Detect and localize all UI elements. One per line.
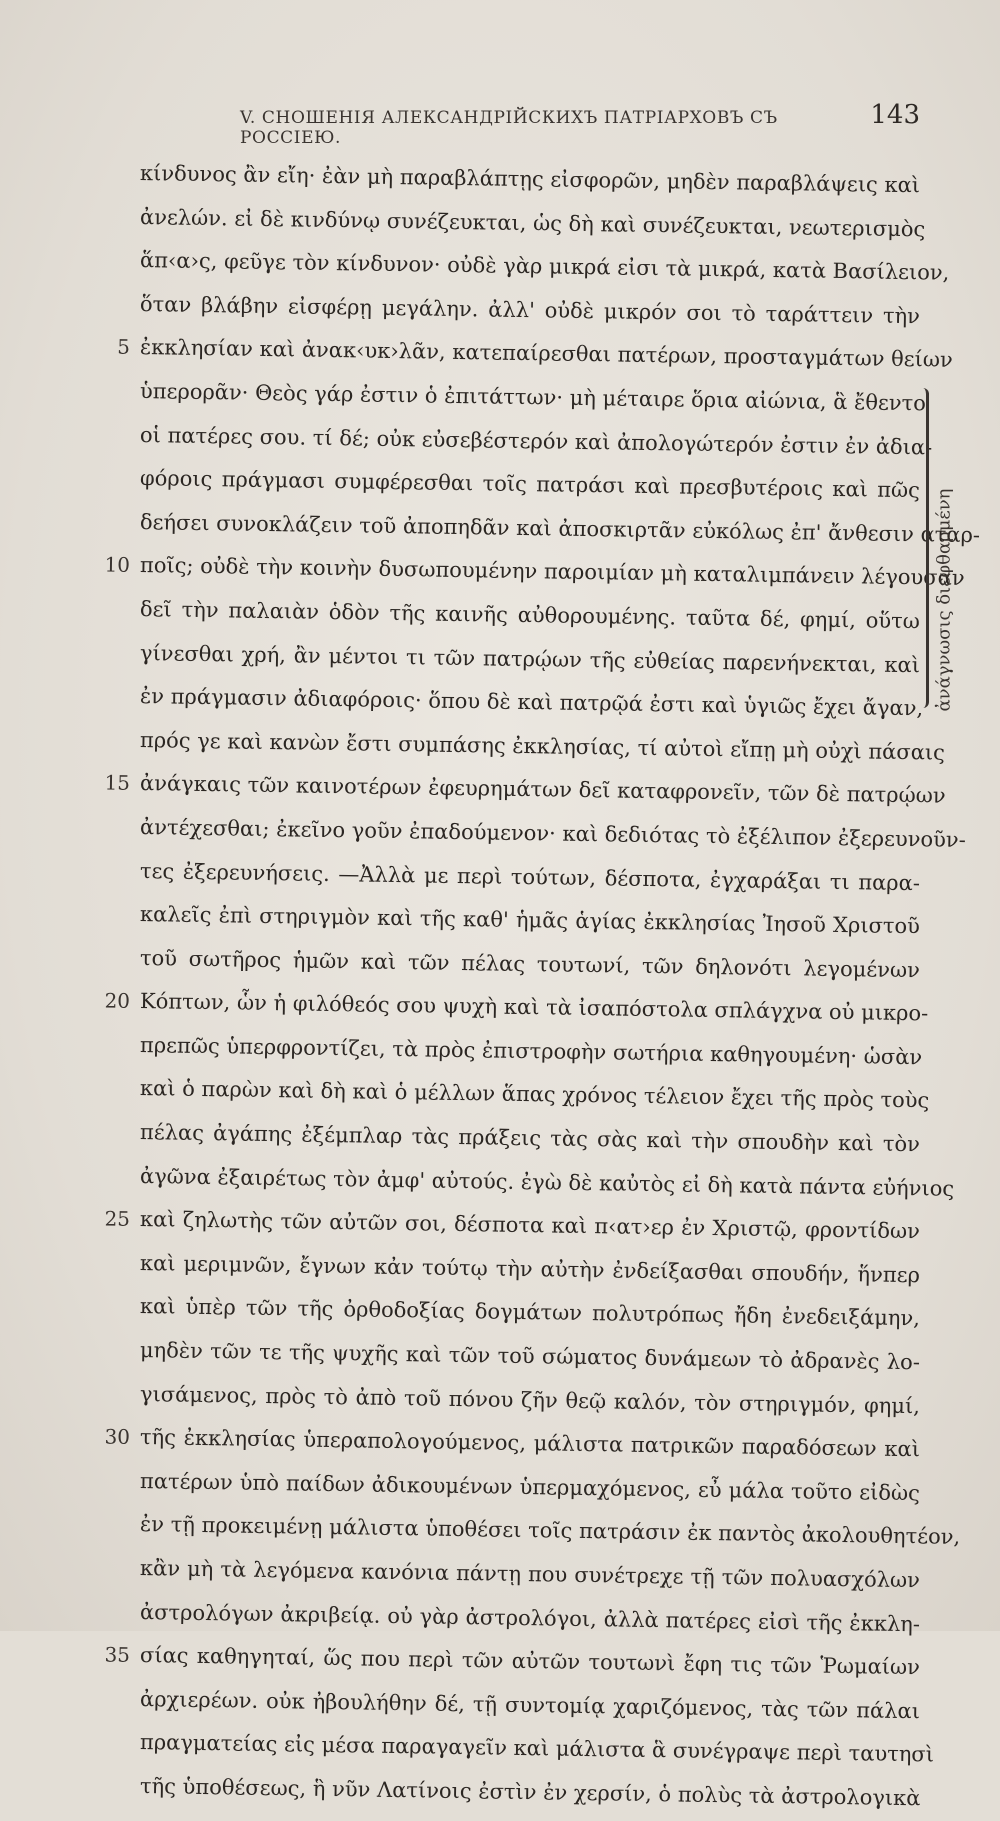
page-header: [240, 100, 920, 148]
line-text: ἐν πράγμασιν ἀδιαφόροις· ὅπου δὲ καὶ πατρῷά ἐστι καὶ ὑγιῶς ἔχει ἄγαν,: [139, 684, 924, 721]
line-number: 35: [104, 1642, 131, 1668]
line-text: γίνεσθαι χρή, ἂν μέντοι τι τῶν πατρῴων τῆς εὐθείας παρενήνεκται, καὶ: [139, 640, 921, 677]
line-number: [90, 718, 130, 719]
line-text: μηδὲν τῶν τε τῆς ψυχῆς καὶ τῶν τοῦ σώματος δυνάμεων τὸ ἀδρανὲς λο-: [139, 1338, 921, 1375]
line-text: τες ἐξερευνήσεις. —Ἀλλὰ με περὶ τούτων, δέσποτα, ἐγχαράξαι τι παρα-: [139, 858, 921, 895]
line-text: καλεῖς ἐπὶ στηριγμὸν καὶ τῆς καθ' ἡμᾶς ἁγίας ἐκκλησίας Ἰησοῦ Χριστοῦ: [139, 902, 921, 939]
line-text: καὶ ζηλωτὴς τῶν αὐτῶν σοι, δέσποτα καὶ π‹ατ›ερ ἐν Χριστῷ, φροντίδων: [139, 1207, 921, 1244]
line-number: 25: [104, 1206, 131, 1232]
line-text: ποῖς; οὐδὲ τὴν κοινὴν δυσωπουμένην παροιμίαν μὴ καταλιμπάνειν λέγουσαν: [139, 553, 965, 591]
line-text: ἀνελών. εἰ δὲ κινδύνῳ συνέζευκται, ὡς δὴ καὶ συνέζευκται, νεωτερισμὸς: [139, 204, 926, 241]
line-number: [90, 456, 130, 457]
line-number: [90, 892, 130, 893]
line-number: [90, 1110, 130, 1111]
line-number: [90, 195, 130, 196]
line-text: ὑπερορᾶν· Θεὸς γάρ ἐστιν ὁ ἐπιτάττων· μὴ μέταιρε ὅρια αἰώνια, ἃ ἔθεντο: [139, 378, 927, 416]
line-number: [90, 1764, 130, 1765]
line-number: 20: [104, 988, 131, 1014]
line-text: καὶ ὑπὲρ τῶν τῆς ὀρθοδοξίας δογμάτων πολυτρόπως ἤδη ἐνεδειξάμην,: [139, 1294, 921, 1331]
line-number: [90, 1721, 130, 1722]
line-text: καὶ μεριμνῶν, ἔγνων κἀν τούτῳ τὴν αὐτὴν ἐνδείξασθαι σπουδήν, ἥνπερ: [139, 1250, 921, 1288]
line-text: ἅπ‹α›ς, φεῦγε τὸν κίνδυνον· οὐδὲ γὰρ μικρά εἰσι τὰ μικρά, κατὰ Βασίλειον,: [139, 248, 950, 285]
line-text: τοῦ σωτῆρος ἡμῶν καὶ τῶν πέλας τουτωνί, τῶν δηλονότι λεγομένων: [139, 945, 921, 982]
line-text: πατέρων ὑπὸ παίδων ἀδικουμένων ὑπερμαχόμενος, εὖ μάλα τοῦτο εἰδὼς: [139, 1468, 921, 1506]
line-text: πρεπῶς ὑπερφροντίζει, τὰ πρὸς ἐπιστροφὴν σωτήρια καθηγουμένη· ὡσὰν: [139, 1032, 923, 1070]
line-number: [90, 238, 130, 239]
line-number: [90, 151, 130, 152]
line-number: [90, 1546, 130, 1547]
running-head: V. СНОШЕНІЯ АЛЕКСАНДРІЙСКИХЪ ПАТРІАРХОВЪ СЪ РОССІЕЮ.: [240, 108, 778, 148]
line-number: [90, 1372, 130, 1373]
line-text: ἀνάγκαις τῶν καινοτέρων ἐφευρημάτων δεῖ καταφρονεῖν, τῶν δὲ πατρῴων: [139, 771, 946, 808]
line-number: [90, 1067, 130, 1068]
line-text: ἐκκλησίαν καὶ ἀνακ‹υκ›λᾶν, κατεπαίρεσθαι πατέρων, προσταγμάτων θείων: [139, 335, 953, 373]
line-text: γισάμενος, πρὸς τὸ ἀπὸ τοῦ πόνου ζῆν θεῷ καλόν, τὸν στηριγμόν, φημί,: [139, 1381, 921, 1418]
line-number: [90, 413, 130, 414]
line-number: 10: [104, 552, 131, 578]
page-number: 143: [870, 100, 920, 130]
line-text: ὅταν βλάβην εἰσφέρῃ μεγάλην. ἀλλ' οὐδὲ μικρόν σοι τὸ ταράττειν τὴν: [139, 291, 921, 329]
line-text: ἀγῶνα ἐξαιρέτως τὸν ἀμφ' αὐτούς. ἐγὼ δὲ καὐτὸς εἰ δὴ κατὰ πάντα εὐήνιος: [139, 1163, 955, 1201]
line-number: [90, 1328, 130, 1329]
line-text: κίνδυνος ἂν εἴη· ἐὰν μὴ παραβλάπτῃς εἰσφορῶν, μηδὲν παραβλάψεις καὶ: [139, 161, 921, 198]
line-number: [90, 849, 130, 850]
line-number: [90, 1590, 130, 1591]
line-text: σίας καθηγηταί, ὥς που περὶ τῶν αὐτῶν τουτωνὶ ἔφη τις τῶν Ῥωμαίων: [139, 1643, 921, 1680]
line-number: [90, 1503, 130, 1504]
line-text: δεῖ τὴν παλαιὰν ὁδὸν τῆς καινῆς αὐθορουμένης. ταῦτα δέ, φημί, οὕτω: [139, 596, 921, 634]
line-text: ἀρχιερέων. οὐκ ἠβουλήθην δέ, τῇ συντομίᾳ χαριζόμενος, τὰς τῶν πάλαι: [139, 1686, 921, 1724]
line-number: [90, 631, 130, 632]
line-text: δεήσει συνοκλάζειν τοῦ ἀποπηδᾶν καὶ ἀποσκιρτᾶν εὐκόλως ἐπ' ἄνθεσιν ἀταρ-: [139, 509, 981, 547]
line-text: πέλας ἀγάπης ἐξέμπλαρ τὰς πράξεις τὰς σὰς καὶ τὴν σπουδὴν καὶ τὸν: [139, 1120, 921, 1157]
line-text: ἀστρολόγων ἀκριβείᾳ. οὐ γὰρ ἀστρολόγοι, ἀλλὰ πατέρες εἰσὶ τῆς ἐκκλη-: [139, 1599, 921, 1636]
line-text: καὶ ὁ παρὼν καὶ δὴ καὶ ὁ μέλλων ἅπας χρόνος τέλειον ἔχει τῆς πρὸς τοὺς: [139, 1076, 930, 1113]
line-text: πρός γε καὶ κανὼν ἔστι συμπάσης ἐκκλησίας, τί αὐτοὶ εἴπῃ μὴ οὐχὶ πάσαις: [139, 727, 946, 765]
line-text: τῆς ὑποθέσεως, ἣ νῦν Λατίνοις ἐστὶν ἐν χερσίν, ὁ πολὺς τὰ ἀστρολογικὰ: [139, 1773, 921, 1811]
line-number: [90, 500, 130, 501]
margin-note-text: ἀνάγνωσις διεφθαρμένη: [933, 488, 955, 712]
line-number: [90, 282, 130, 283]
line-text: Κόπτων, ὧν ἡ φιλόθεός σου ψυχὴ καὶ τὰ ἰσαπόστολα σπλάγχνα οὐ μικρο-: [139, 989, 929, 1026]
line-number: 15: [104, 770, 131, 796]
line-number: [90, 936, 130, 937]
line-number: 5: [117, 335, 131, 360]
line-number: 30: [104, 1424, 131, 1450]
line-text: ἐν τῇ προκειμένῃ μάλιστα ὑποθέσει τοῖς πατράσιν ἐκ παντὸς ἀκολουθητέον,: [139, 1512, 961, 1550]
line-text: πραγματείας εἰς μέσα παραγαγεῖν καὶ μάλιστα ἃ συνέγραψε περὶ ταυτησὶ: [139, 1730, 935, 1767]
line-number: [90, 674, 130, 675]
line-number: [90, 1154, 130, 1155]
line-text: ἀντέχεσθαι; ἐκεῖνο γοῦν ἐπαδούμενον· καὶ δεδιότας τὸ ἐξέλιπον ἐξερευνοῦν-: [139, 814, 966, 852]
line-number: [90, 1285, 130, 1286]
line-text: οἱ πατέρες σου. τί δέ; οὐκ εὐσεβέστερόν καὶ ἀπολογώτερόν ἐστιν ἐν ἀδια-: [139, 422, 933, 460]
line-text: τῆς ἐκκλησίας ὑπεραπολογούμενος, μάλιστα πατρικῶν παραδόσεων καὶ: [139, 1425, 921, 1462]
margin-brace: [912, 388, 929, 708]
line-text: κἂν μὴ τὰ λεγόμενα κανόνια πάντῃ που συνέτρεχε τῇ τῶν πολυασχόλων: [139, 1556, 921, 1593]
line-text: φόροις πράγμασι συμφέρεσθαι τοῖς πατράσι καὶ πρεσβυτέροις καὶ πῶς: [139, 466, 921, 503]
